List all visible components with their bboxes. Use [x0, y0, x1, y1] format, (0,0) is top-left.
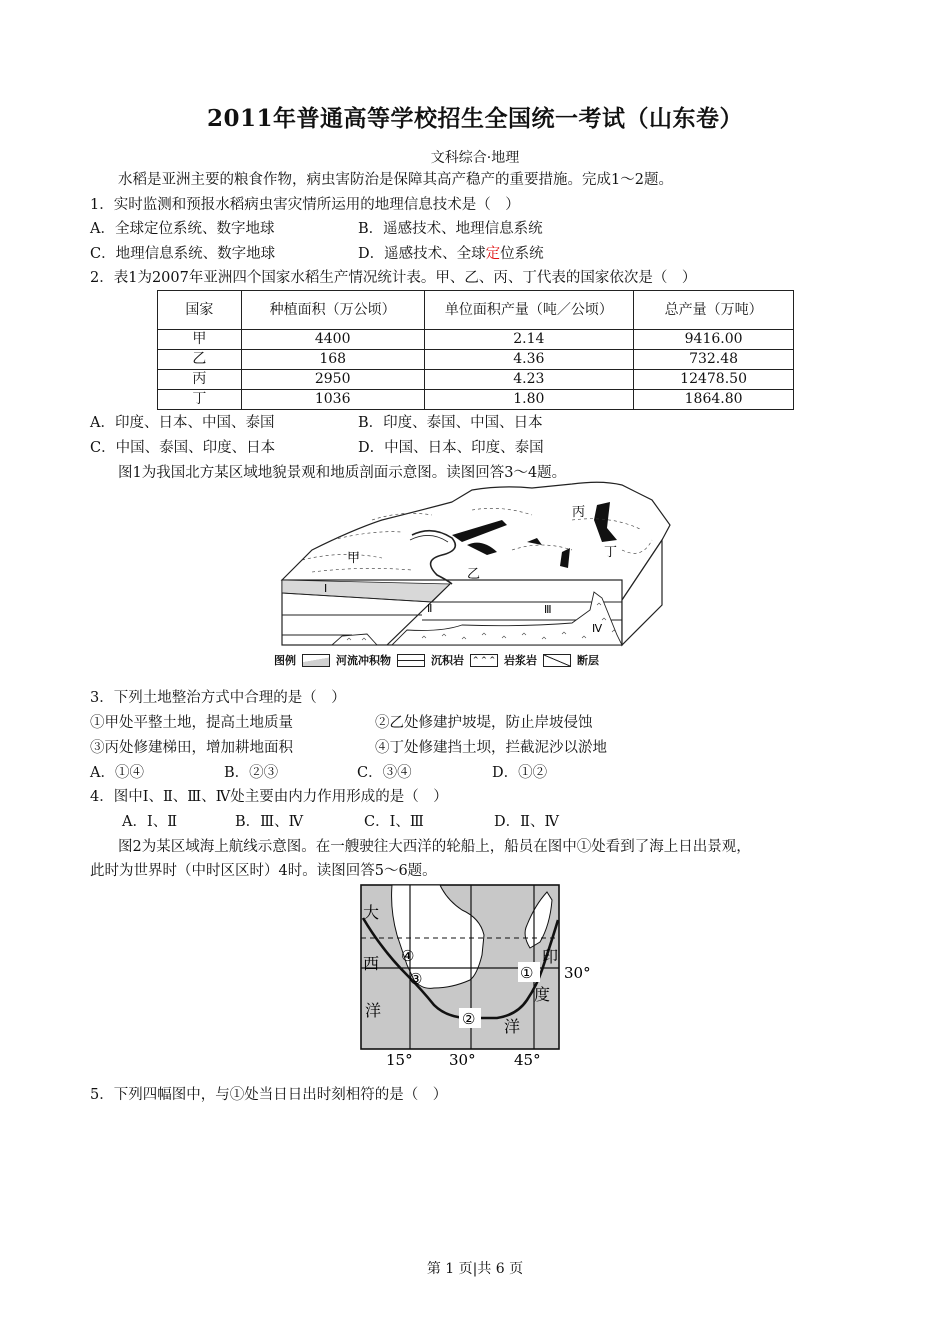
alluvium-swatch-icon	[302, 654, 330, 667]
fault-swatch-icon	[543, 654, 571, 667]
table-header-row	[158, 291, 794, 330]
label-III: Ⅲ	[544, 603, 552, 616]
table-cell: 丁	[158, 390, 242, 410]
q1-option-d-highlight: 定	[485, 246, 501, 262]
intro-questions-5-6-line-2: 此时为世界时（中时区区时）4时。读图回答5～6题。	[90, 863, 437, 879]
label-atlantic-2: 西	[363, 954, 380, 973]
table-header: 单位面积产量（吨／公顷）	[424, 291, 634, 330]
table-cell: 甲	[158, 330, 242, 350]
table-cell: 9416.00	[634, 330, 794, 350]
q2-option-d[interactable]: D．中国、日本、印度、泰国	[358, 440, 544, 456]
lon-15-label: 15°	[386, 1051, 413, 1069]
label-atlantic-3: 洋	[365, 1001, 382, 1020]
intro-questions-1-2: 水稻是亚洲主要的粮食作物，病虫害防治是保障其高产稳产的重要措施。完成1～2题。	[118, 172, 673, 188]
table-cell: 丙	[158, 370, 242, 390]
q1-option-b[interactable]: B．遥感技术、地理信息系统	[358, 221, 543, 237]
table-cell: 12478.50	[634, 370, 794, 390]
table-cell: 4400	[241, 330, 424, 350]
point-4: ④	[401, 947, 415, 965]
q3-option-c[interactable]: C．③④	[357, 765, 412, 781]
table-cell: 732.48	[634, 350, 794, 370]
q4-option-c[interactable]: C．Ⅰ、Ⅲ	[364, 814, 424, 830]
sedimentary-swatch-icon	[397, 654, 425, 667]
page-title: 2011年普通高等学校招生全国统一考试（山东卷）	[206, 105, 743, 132]
q1-option-d-text-end: 位系统	[500, 246, 544, 262]
table-cell: 2950	[241, 370, 424, 390]
label-IV: Ⅳ	[592, 622, 603, 635]
figure-1-geologic-block-diagram	[272, 480, 672, 679]
lon-30-label: 30°	[449, 1051, 476, 1069]
label-I: Ⅰ	[324, 582, 328, 595]
legend-fault: 断层	[577, 654, 599, 667]
label-jia: 甲	[347, 551, 361, 566]
lat-30-label: 30°	[564, 964, 591, 982]
table-header: 国家	[158, 291, 242, 330]
question-1-stem: 1．实时监测和预报水稻病虫害灾情所运用的地理信息技术是（ ）	[90, 197, 520, 213]
q2-option-c[interactable]: C．中国、泰国、印度、日本	[90, 440, 276, 456]
rice-production-table	[157, 290, 794, 410]
label-indian-1: 印	[542, 947, 559, 966]
table-row	[158, 370, 794, 390]
question-4-stem: 4．图中Ⅰ、Ⅱ、Ⅲ、Ⅳ处主要由内力作用形成的是（ ）	[90, 789, 448, 805]
point-2: ②	[462, 1010, 476, 1028]
q4-option-a[interactable]: A．Ⅰ、Ⅱ	[122, 814, 178, 830]
legend-title: 图例	[274, 654, 296, 667]
q3-statement-1: ①甲处平整土地，提高土地质量	[90, 715, 293, 731]
label-ding: 丁	[604, 545, 618, 560]
label-II: Ⅱ	[427, 602, 433, 615]
table-row	[158, 330, 794, 350]
q1-option-c[interactable]: C．地理信息系统、数字地球	[90, 246, 276, 262]
page-subtitle: 文科综合·地理	[430, 150, 520, 166]
label-yi: 乙	[467, 567, 481, 582]
q4-option-d[interactable]: D．Ⅱ、Ⅳ	[494, 814, 559, 830]
table-header: 种植面积（万公顷）	[241, 291, 424, 330]
q3-option-d[interactable]: D．①②	[492, 765, 548, 781]
question-2-stem: 2．表1为2007年亚洲四个国家水稻生产情况统计表。甲、乙、丙、丁代表的国家依次是（ ）	[90, 270, 697, 286]
table-cell: 2.14	[424, 330, 634, 350]
label-indian-2: 度	[534, 985, 551, 1004]
question-3-stem: 3．下列土地整治方式中合理的是（ ）	[90, 690, 346, 706]
table-cell: 4.36	[424, 350, 634, 370]
q1-option-d-text: D．遥感技术、全球	[358, 246, 486, 262]
q1-option-d[interactable]	[358, 244, 544, 264]
q3-option-a[interactable]: A．①④	[90, 765, 144, 781]
q3-statement-2: ②乙处修建护坡堤，防止岸坡侵蚀	[375, 715, 593, 731]
question-5-stem: 5．下列四幅图中，与①处当日日出时刻相符的是（ ）	[90, 1087, 448, 1103]
legend-alluvium: 河流冲积物	[336, 654, 391, 667]
figure-1-legend	[274, 652, 674, 668]
label-atlantic-1: 大	[363, 903, 380, 922]
intro-questions-5-6-line-1: 图2为某区域海上航线示意图。在一艘驶往大西洋的轮船上，船员在图中①处看到了海上日出景观，	[118, 839, 751, 855]
label-bing: 丙	[572, 505, 586, 520]
q3-statement-3: ③丙处修建梯田，增加耕地面积	[90, 740, 293, 756]
figure-2-route-map	[352, 880, 602, 1074]
point-1: ①	[520, 964, 534, 982]
q1-option-a[interactable]: A．全球定位系统、数字地球	[90, 221, 275, 237]
table-cell: 168	[241, 350, 424, 370]
page-footer: 第 1 页|共 6 页	[426, 1261, 524, 1277]
table-row	[158, 350, 794, 370]
q2-option-a[interactable]: A．印度、日本、中国、泰国	[90, 415, 275, 431]
q2-option-b[interactable]: B．印度、泰国、中国、日本	[358, 415, 543, 431]
q3-option-b[interactable]: B．②③	[224, 765, 279, 781]
point-3: ③	[409, 970, 423, 988]
magma-swatch-icon: ^ ^ ^	[470, 654, 498, 667]
table-cell: 乙	[158, 350, 242, 370]
legend-sedimentary: 沉积岩	[431, 654, 464, 667]
q4-option-b[interactable]: B．Ⅲ、Ⅳ	[235, 814, 304, 830]
intro-questions-3-4: 图1为我国北方某区域地貌景观和地质剖面示意图。读图回答3～4题。	[118, 465, 567, 481]
table-header: 总产量（万吨）	[634, 291, 794, 330]
table-row	[158, 390, 794, 410]
lon-45-label: 45°	[514, 1051, 541, 1069]
table-cell: 1.80	[424, 390, 634, 410]
q3-statement-4: ④丁处修建挡土坝，拦截泥沙以淤地	[375, 740, 607, 756]
legend-igneous: 岩浆岩	[504, 654, 537, 667]
table-cell: 1036	[241, 390, 424, 410]
label-indian-3: 洋	[504, 1017, 521, 1036]
table-cell: 1864.80	[634, 390, 794, 410]
table-cell: 4.23	[424, 370, 634, 390]
